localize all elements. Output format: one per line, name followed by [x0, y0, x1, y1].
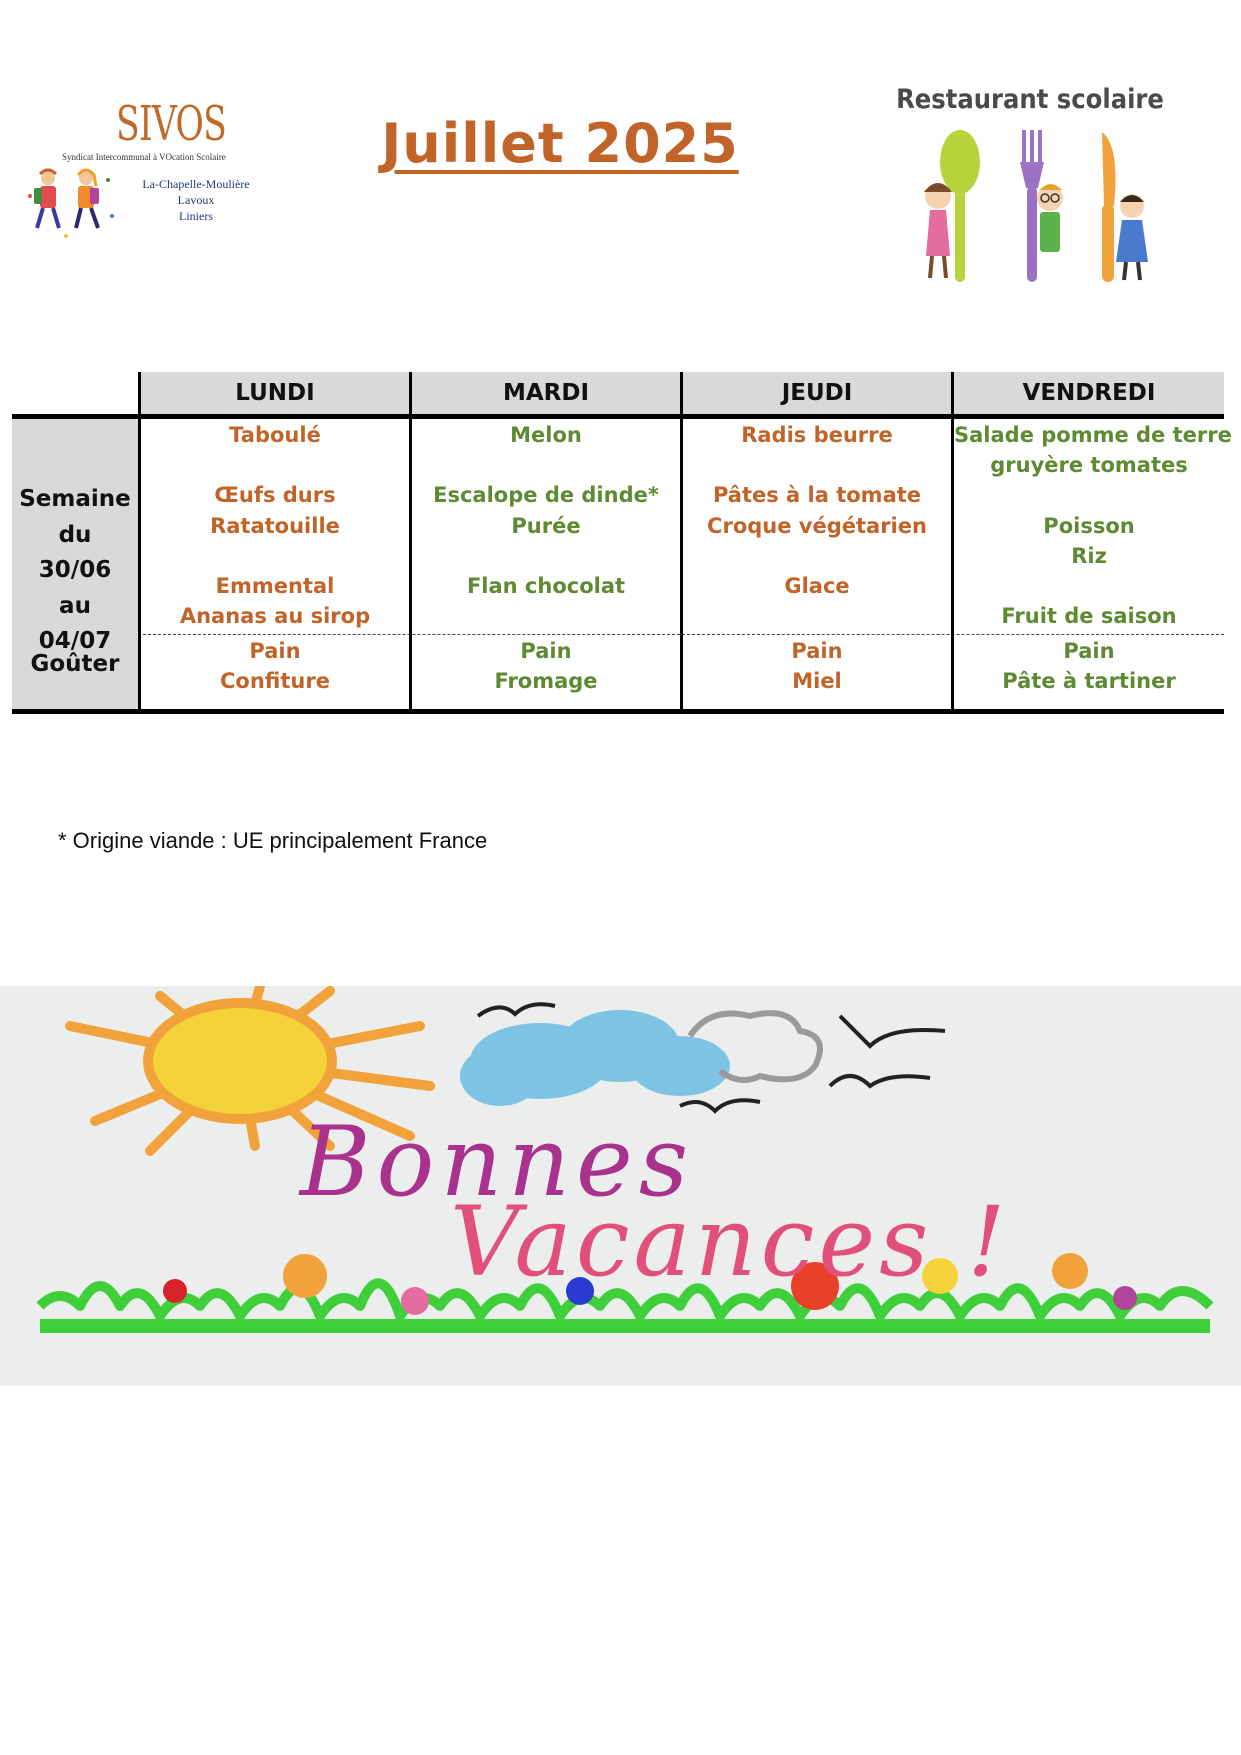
menu-spacer [954, 480, 1224, 510]
menu-item: Melon [510, 423, 582, 447]
day-header-vendredi: VENDREDI [954, 372, 1224, 414]
menu-item: Poisson [1043, 513, 1135, 538]
restaurant-label: Restaurant scolaire [896, 84, 1164, 115]
meal-cell-vendredi [954, 420, 1232, 631]
snack-item: Pain [520, 639, 572, 663]
menu-spacer [412, 450, 680, 480]
snack-cell-mardi [412, 636, 680, 696]
table-bottom-border [12, 709, 1224, 714]
meal-cell-lundi [141, 420, 409, 631]
week-label-line: au [59, 592, 91, 619]
menu-item: Riz [1071, 543, 1107, 568]
week-label-line: 04/07 [38, 628, 112, 654]
town-2: Lavoux [177, 193, 215, 207]
menu-spacer [141, 541, 409, 571]
snack-item: Pain [1063, 639, 1115, 663]
snack-item: Confiture [220, 669, 330, 693]
day-header-jeudi: JEUDI [683, 372, 951, 414]
sivos-towns [126, 176, 266, 224]
day-header-mardi: MARDI [412, 372, 680, 414]
menu-spacer [412, 541, 680, 571]
menu-item: Emmental [215, 573, 335, 598]
snack-cell-jeudi [683, 636, 951, 696]
sivos-title: SIVOS [116, 96, 227, 152]
restaurant-logo [880, 84, 1180, 284]
menu-item: Flan chocolat [466, 573, 626, 598]
town-1: La-Chapelle-Moulière [142, 177, 250, 191]
menu-spacer [683, 541, 951, 571]
snack-item: Miel [792, 669, 842, 693]
menu-item: Purée [511, 513, 581, 538]
menu-spacer [412, 601, 680, 631]
snack-cell-lundi [141, 636, 409, 696]
header-divider [12, 414, 1224, 419]
menu-item: Ratatouille [210, 513, 340, 538]
menu-item: Croque végétarien [707, 513, 927, 538]
day-header-lundi: LUNDI [141, 372, 409, 414]
cloud-icon [460, 1010, 730, 1106]
snack-item: Pain [791, 639, 843, 663]
cutlery-kids-illustration [900, 126, 1160, 286]
snack-label: Goûter [30, 651, 120, 677]
menu-item: gruyère tomates [990, 453, 1188, 478]
snack-cell-vendredi [954, 636, 1224, 696]
menu-spacer [954, 571, 1224, 601]
meal-cell-jeudi [683, 420, 951, 631]
page-title: Juillet 2025 [381, 112, 739, 175]
snack-item: Pâte à tartiner [1002, 669, 1176, 693]
menu-item: Taboulé [229, 423, 321, 447]
week-label-line: Semaine [19, 486, 131, 512]
menu-spacer [683, 601, 951, 631]
menu-item: Œufs durs [214, 483, 336, 508]
menu-item: Salade pomme de terre [954, 423, 1232, 447]
week-label [12, 482, 138, 660]
meat-origin-footnote: * Origine viande : UE principalement France [58, 828, 488, 853]
menu-item: Fruit de saison [1001, 604, 1177, 629]
bonnes-vacances-banner [0, 986, 1241, 1386]
weekly-menu-table [12, 372, 1232, 716]
menu-item: Radis beurre [741, 423, 893, 447]
meal-cell-mardi [412, 420, 680, 631]
banner-text-line1: Bonnes [300, 1106, 695, 1218]
menu-item: Ananas au sirop [179, 604, 371, 629]
menu-item: Pâtes à la tomate [712, 483, 922, 508]
menu-spacer [141, 450, 409, 480]
snack-item: Pain [249, 639, 301, 663]
menu-spacer [683, 450, 951, 480]
menu-item: Escalope de dinde* [433, 483, 659, 508]
children-illustration [26, 166, 116, 246]
menu-item: Glace [784, 573, 850, 598]
banner-text-line2: Vacances ! [450, 1186, 1010, 1298]
town-3: Liniers [179, 209, 213, 223]
week-label-line: du [58, 521, 92, 548]
week-label-line: 30/06 [38, 557, 112, 583]
sivos-logo [26, 96, 266, 246]
snack-item: Fromage [494, 669, 598, 693]
sivos-subtitle: Syndicat Intercommunal à VOcation Scolaire [62, 152, 226, 162]
